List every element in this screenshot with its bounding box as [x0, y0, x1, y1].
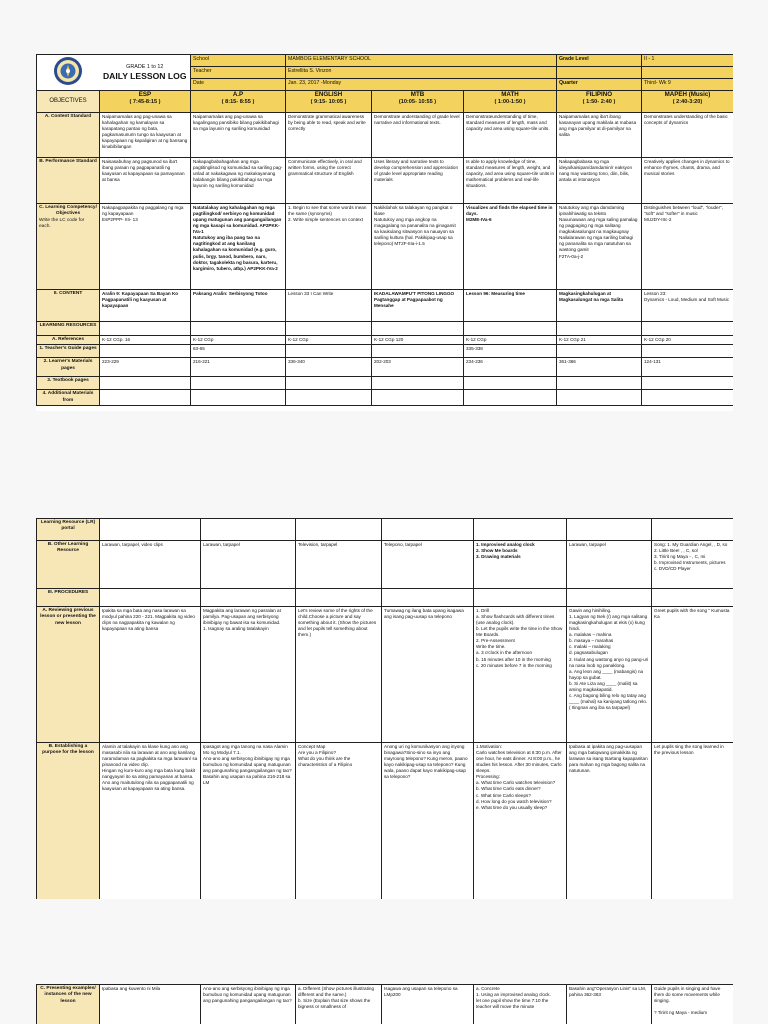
cell-esp: Naisasabuhay ang pagsunod sa iba't ibang paraan ng pagpapanatili ng kaayusan at kapayapaan sa pamayanan at bansa [100, 158, 191, 204]
cell-math: Is able to apply knowledge of time, standard measures of length, weight, and capacity, and area using square-tile units in mathematical problems and real-life situations. [464, 158, 557, 204]
cell-esp: Ipakita sa mga bata ang nasa larawan sa modyul pahina 220 - 221. Magpakita ng video clips na nagpapakita ng kawalan ng kapayapaan sa ating bansa [100, 607, 201, 743]
cell-english [286, 390, 372, 406]
lesson-log-table-2 [36, 518, 733, 899]
cell-math: 1. Drill a. Show flashcards with different times (use analog clock). b. Let the pupils write the time in the Show Me Boards. 2. Pre-Assessment Write the time. a. 3 o'clock in the afternoon b. 15 minutes after 10 in the morning c. 20 minutes before 7 in the morning [474, 607, 567, 743]
cell-ap: Ipasagot ang mga tanong na nasa Alamin Mo ng Modyul 7.1. Ano-ano ang serbisyong ibinibigay ng mga bumubuo ng komunidad upang matugunan ang pangunahing pangangailangan ng tao? Basahin ang usapan sa pahina 216-218 sa LM [201, 743, 296, 900]
cell-filipino: Naipamamalas ang iba't ibang kasanayan upang makilala at mabasa ang mga pamilyar at di-pamilyar na salita [557, 113, 642, 158]
grade-title: GRADE 1 to 12 [126, 64, 164, 71]
cell-esp [100, 377, 191, 390]
cell-mtb: Tumawag ng ilang bata upang isagawa ang isang pag-uusap sa telepono [382, 607, 474, 743]
cell-filipino: Natutukoy ang mga damdaming ipinahihiwatig sa teksto Nauunawaan ang mga saling pamalag ng pagpaging ng mga salitang magkakasalungat na magkaugnay Nailalarawan ng mga sariling bahagi ng pananalita sa mga natutuhan sa wastong gamit F2TA-0a-j-2 [557, 204, 642, 290]
cell-ap: Ano-ano ang serbisyong ibinibigay ng mga bumubuo ng komunidad upang matugunan ang pangunahing pangangailangan ng tao? [201, 985, 296, 1024]
cell-english [296, 519, 382, 541]
row-label-establishing-purpose: B. Establishing a purpose for the lesson [37, 743, 100, 900]
cell-english: 336-340 [286, 358, 372, 377]
cell-mapeh: Distinguishes between "loud", "louder", "soft" and "softer" in music MU2DY-IIIc-2 [642, 204, 734, 290]
date-label: Date [191, 79, 286, 91]
cell-math: Demonstrateunderstanding of time, standard measures of length, mass and capacity and area using square-tile units. [464, 113, 557, 158]
row-label-performance-standard: B. Performance Standard [37, 158, 100, 204]
cell-english: Communicate effectively, in oral and written forms, using the correct grammatical structure of English [286, 158, 372, 204]
cell-esp: Ipabasa ang kuwento ni Mila [100, 985, 201, 1024]
row-label-lr-portal: Learning Resource (LR) portal [37, 519, 100, 541]
subject-header-math: MATH ( 1:00-1:50 ) [464, 91, 557, 113]
empty-info-cell [642, 67, 734, 79]
cell-mapeh: Lesson 23: Dynamics - Loud, Medium and Soft Music [642, 290, 734, 322]
cell-math: Lesson 96: Measuring time [464, 290, 557, 322]
cell-filipino [567, 519, 652, 541]
cell-esp: Naipamamalas ang pag-unawa sa kahalagahan ng kamalayan sa karapatang pantao ng bata, pagkamasunurin tungo sa kaayusan at kapayapaan ng kapaligiran at ng bansang kinabibilangan [100, 113, 191, 158]
cell-esp [100, 322, 191, 336]
cell-filipino [567, 589, 652, 607]
cell-filipino [557, 345, 642, 358]
cell-ap: Nakapagbabahagahan ang mga pagtitinglisod ng komunidad sa sariling pag-unlad at nakakagawa ng makakayanang halabangin bilang pakikibahagi sa mga layunin ng sariling komunidad [191, 158, 286, 204]
cell-mtb: IKADALAWAMPU'T PITONG LINGGO Pagtanggap at Pagpapaabot ng Mensahe [372, 290, 464, 322]
cell-ap: Larawan, tarpapel [201, 541, 296, 589]
cell-mtb: Uses literary and narrative texts to develop comprehension and appreciation of grade level appropriate reading materials [372, 158, 464, 204]
daily-lesson-log-title: DAILY LESSON LOG [102, 70, 187, 81]
cell-esp: Alamin at talakayin sa klase kung ano ang masasabi nila sa larawan at ano ang kanilang naramdaman sa pagkakita sa mga larawan/ sa pinanood na video clip. Hingan ng kuro-kuro ang mga bata kung bakit nangyayari ito sa ating pamayanan at bansa. Ano ang maitutulong nila sa pagpapanatili ng kaayusan at kapayapaan sa ating bansa. [100, 743, 201, 900]
cell-math [464, 390, 557, 406]
cell-filipino: Gawin ang hinihiling. 1. Lagyan ng tsek (/) ang mga salitang magkasingkahulugan at ekis (x) kung hindi. a. malakas – mahina b. masaya – marahas c. malaki – malaking d. pagsasabulugan 2. Isulat ang wastong anyo ng pang-uri na nasa loob ng panaklong. a. Ang leon ang ____ (mabangis) na hayop sa gubat. b. Si Ate Liza ang ____ (maliit) sa aming magkakapatid. c. Ang bagong biling relo ng tatay ang ____ (mahal) sa kaniyang tatlong relo. ( Itingnan ang iba sa tarpapel) [567, 607, 652, 743]
lesson-log-page-2 [36, 518, 733, 899]
cell-ap [201, 589, 296, 607]
cell-ap: Paksang Aralin: Serbisyong Totoo [191, 290, 286, 322]
cell-filipino [557, 390, 642, 406]
cell-ap: Magpakita ang larawan ng pasralan at pamilya. Pag-usapan ang serbisyong ibinibigay ng bawat isa sa komunidad. 1. Isagnay sa araling tatalakayin [201, 607, 296, 743]
grade-level-value: II - 1 [642, 55, 734, 67]
row-label-reviewing-previous-lesson: A. Reviewing previous lesson or presenting the new lesson [37, 607, 100, 743]
cell-ap [191, 322, 286, 336]
cell-mtb: Anong uri ng komunikasyon ang inyong binagawa?Sino-sino sa inyo ang mayroong telepono? Kung meron, paano kayo nakikipag-usap sa telepono? Kung wala, paano dapat kayo makikipag-usap sa telepono? [382, 743, 474, 900]
cell-mtb: Nakikilahok sa talakayan ng pangkat o klase Natutukoy ang mga angkop na magagalang na pananalita na ginagamit sa kaukulang sitwasyon na nauayon sa sariling kultura (hal. Pakikipag-usap sa telepono) MT2F-IIIa-i-1.5 [372, 204, 464, 290]
row-sublabel-lc-code: Write the LC code for each. [39, 217, 85, 229]
cell-ap: K-12 CGp [191, 336, 286, 345]
cell-mapeh: 124-131 [642, 358, 734, 377]
empty-info-cell [557, 67, 642, 79]
cell-math: 1. Improvised analog clock 2. Show Me boards 3. Drawing materials [474, 541, 567, 589]
row-label-content: II. CONTENT [37, 290, 100, 322]
row-label-learning-resources: LEARNING RESOURCES [37, 322, 100, 336]
cell-mapeh [652, 589, 734, 607]
lesson-log-page-1 [36, 54, 733, 411]
cell-filipino [557, 377, 642, 390]
deped-seal-icon [53, 56, 83, 86]
subject-header-mtb: MTB (10:05- 10:55 ) [372, 91, 464, 113]
lesson-log-table-3 [36, 984, 733, 1024]
cell-english [286, 377, 372, 390]
cell-mtb: Demonstrate understanding of grade level narrative and informational texts. [372, 113, 464, 158]
cell-mtb: K-12 CGp 120 [372, 336, 464, 345]
cell-mtb [382, 589, 474, 607]
row-label-presenting-examples: C. Presenting examples/ instances of the new lesson [37, 985, 100, 1024]
row-label-learning-competency: C. Learning Competency/ Objectives Write the LC code for each. [37, 204, 100, 290]
cell-mtb: 202-203 [372, 358, 464, 377]
cell-mapeh: K-12 CGp 20 [642, 336, 734, 345]
school-value: MAMBOG ELEMENTARY SCHOOL [286, 55, 557, 67]
row-label-other-learning-resource: B. Other Learning Resource [37, 541, 100, 589]
cell-english: Television, tarpapel [296, 541, 382, 589]
cell-mapeh [642, 322, 734, 336]
subject-header-mapeh: MAPEH (Music) ( 2:40-3:20) [642, 91, 734, 113]
cell-english: K-12 CGp [286, 336, 372, 345]
subject-header-ap: A.P ( 8:15- 8:55 ) [191, 91, 286, 113]
row-label-textbook: 3. Textbook pages [37, 377, 100, 390]
row-label-additional-materials: 4. Additional Materials from [37, 390, 100, 406]
cell-filipino: Magkasingkahulugan at Magkasalungat na mga Salita [557, 290, 642, 322]
cell-math: a. Concrete 1. Using an improvised analog clock. let one pupil show the time 7:10 the teacher will move the minute [474, 985, 567, 1024]
cell-english: Let's review some of the rights of the child.Choose a picture and say something about it. (Show the pictures and let pupils tell something about them.) [296, 607, 382, 743]
cell-esp: Nakapagpapakita ng paggalang ng mga ng kapayapaan EsP2PPP- IIIi- 13 [100, 204, 191, 290]
cell-mapeh: Song: 1. My Guardian Angel, , D, so 2. Little Bee! , , C, sol 3. Tiririt ng Maya - , C, mi b. Improvised Instruments, pictures c. DVD/CD Player [652, 541, 734, 589]
cell-mapeh: Guide pupils in singing and have them do some movements while singing. ? Tiririt ng Maya - medium [652, 985, 734, 1024]
cell-mapeh: Demonstrates understanding of the basic concepts of dynamics [642, 113, 734, 158]
cell-mtb [372, 322, 464, 336]
cell-esp [100, 345, 191, 358]
lesson-log-table-1 [36, 54, 733, 406]
cell-math: Visualizes and finds the elapsed time in days. M2ME-IVa-6 [464, 204, 557, 290]
cell-english [286, 322, 372, 336]
cell-math [464, 377, 557, 390]
cell-math: K-12 CGp [464, 336, 557, 345]
cell-filipino: K-12 CGp 21 [557, 336, 642, 345]
subject-header-english: ENGLISH ( 9:15- 10:05 ) [286, 91, 372, 113]
cell-mapeh: Creatively applies changes in dynamics to enhance rhymes, chants, drama, and musical stories [642, 158, 734, 204]
row-label-teachers-guide: 1. Teacher's Guide pages [37, 345, 100, 358]
row-label-learners-materials: 2. Learner's Materials pages [37, 358, 100, 377]
cell-mtb: Telepono, tarpapel [382, 541, 474, 589]
cell-ap: 216-221 [191, 358, 286, 377]
school-label: School [191, 55, 286, 67]
cell-filipino: 361-366 [557, 358, 642, 377]
cell-mtb [382, 519, 474, 541]
quarter-label: Quarter [557, 79, 642, 91]
teacher-label: Teacher [191, 67, 286, 79]
lesson-log-page-3 [36, 984, 733, 1024]
cell-mapeh [642, 345, 734, 358]
cell-mtb [372, 345, 464, 358]
cell-math [464, 322, 557, 336]
cell-ap: 63-65 [191, 345, 286, 358]
cell-esp: K-12 CGp. 16 [100, 336, 191, 345]
objectives-header: OBJECTIVES [37, 91, 100, 113]
cell-mtb [372, 377, 464, 390]
cell-math [474, 589, 567, 607]
cell-mapeh [642, 377, 734, 390]
cell-esp: 223-229 [100, 358, 191, 377]
cell-mapeh: Greet pupils with the song " Kumusta Ka [652, 607, 734, 743]
cell-ap: Naipamamalas ang pag-unawa sa kagalingang pansibiko bilang pakikibahagi sa mga layunin ng sariling komunidad [191, 113, 286, 158]
cell-esp [100, 390, 191, 406]
cell-esp [100, 589, 201, 607]
cell-esp: Aralin 9: Kapayapaan Sa Bayan Ko Pagpapanatili ng kaayusan at kapayapaan [100, 290, 191, 322]
cell-ap [191, 390, 286, 406]
date-value: Jan. 23, 2017 -Monday [286, 79, 557, 91]
cell-mapeh: Let pupils sing the song learned in the previous lesson [652, 743, 734, 900]
school-seal-cell [37, 55, 100, 91]
cell-filipino [557, 322, 642, 336]
title-cell [100, 55, 191, 91]
row-label-procedures: III. PROCEDURES [37, 589, 100, 607]
cell-mtb: Isagawa ang usapan sa telepono sa LMp200 [382, 985, 474, 1024]
cell-esp: Larawan, tarpapel, video clips [100, 541, 201, 589]
cell-filipino: Nakapagbabasa ng mga ideya/kaisipan/damdamin/r eaksyon nang may wastong tono, diin, bilis, antala at intonasyon [557, 158, 642, 204]
quarter-value: Third- Wk 9 [642, 79, 734, 91]
cell-math: 335-338 [464, 345, 557, 358]
grade-level-label: Grade Level [557, 55, 642, 67]
cell-english: Concept Map Are you a Filipino? What do you think are the characteristics of a Filipino [296, 743, 382, 900]
cell-filipino: Larawan, tarpapel [567, 541, 652, 589]
cell-english: Demonstrate grammatical awareness by being able to read, speak and write correctly [286, 113, 372, 158]
cell-filipino: Ipabasa at ipakita ang pag-uusapan ang mga batiqwang ipinakikita ng larawan sa isang tsartang kapapanitan para mahan ng mga bagong salita na natutunan. [567, 743, 652, 900]
row-label-content-standard: A. Content Standard [37, 113, 100, 158]
cell-english [286, 345, 372, 358]
cell-filipino: Basahin ang"Operasyon Linis" sa LM, pahina 362-363 [567, 985, 652, 1024]
row-label-references: A. References [37, 336, 100, 345]
cell-esp [100, 519, 201, 541]
teacher-value: Estrellita S. Vinzon [286, 67, 557, 79]
cell-mapeh [652, 519, 734, 541]
cell-mapeh [642, 390, 734, 406]
cell-math [474, 519, 567, 541]
cell-english: Lesson 33 I Can Write [286, 290, 372, 322]
subject-header-filipino: FILIPINO ( 1:50- 2:40 ) [557, 91, 642, 113]
subject-header-esp: ESP ( 7:45-8:15 ) [100, 91, 191, 113]
cell-english [296, 589, 382, 607]
cell-math: 234-236 [464, 358, 557, 377]
cell-math: 1.Motivation: Carlo watches television at 6:30 p.m. After one hour, he eats dinner. At 8:00 p.m., he studies his lesson. After 30 minutes, Carlo sleeps. Processing: a. What time Carlo watches television? b. What time Carlo eats dinner? c. What time Carlo sleeps? d. How long do you watch television? e. What time do you usually sleep? [474, 743, 567, 900]
cell-ap [201, 519, 296, 541]
cell-mtb [372, 390, 464, 406]
cell-ap: Natatalakay ang kahalagahan ng mga pagtilingkod/ serbisyo ng komunidad upang matugunan ang pangangailangan ng mga kasapi sa komunidad. AP2PKK-IVa-1 Natutukoy ang iba pang tao na nagtitingkod at ang kanilang kahalagahan sa komunidad (e.g. guro, pulis, brgy. tanod, bumbero, nars, doktor, tagakolekta ng basura, karteru, kargimiro, tubero, atbp.) AP2PKK-IVa-2 [191, 204, 286, 290]
cell-english: 1. Begin to see that some words mean the same (synonyms) 2. Write simple sentences on context [286, 204, 372, 290]
cell-ap [191, 377, 286, 390]
cell-english: a. Different (Show pictures illustrating different and the same.) b. Size (Explain that size shows the bigness or smallness of [296, 985, 382, 1024]
